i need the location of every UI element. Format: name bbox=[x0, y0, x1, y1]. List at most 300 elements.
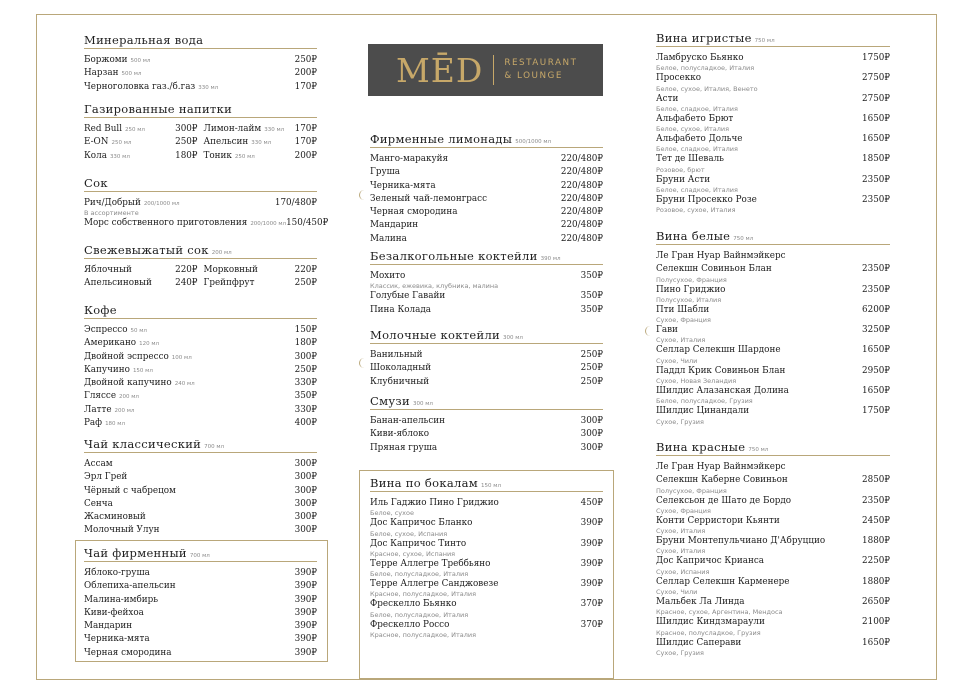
menu-item bbox=[656, 72, 890, 92]
menu-item-volume: 330 мл bbox=[251, 140, 272, 147]
menu-item-row bbox=[656, 365, 890, 378]
section-title bbox=[656, 31, 890, 47]
menu-item-name bbox=[656, 535, 828, 548]
menu-item bbox=[84, 337, 317, 350]
menu-item-title: Боржоми bbox=[84, 55, 128, 65]
menu-item-title: Селлар Селекшн Шардоне bbox=[656, 345, 781, 356]
menu-item-name bbox=[370, 538, 469, 551]
menu-item-title: Мандарин bbox=[84, 621, 133, 632]
menu-item-name bbox=[84, 524, 163, 537]
menu-item bbox=[84, 607, 317, 620]
menu-item-row bbox=[204, 123, 318, 136]
menu-item-price: 2950₽ bbox=[862, 365, 890, 376]
menu-item-title: Фрескелло Россо bbox=[370, 619, 450, 630]
menu-item bbox=[656, 637, 890, 657]
menu-item-price: 220₽ bbox=[175, 265, 198, 275]
menu-item-title: Тоник bbox=[203, 150, 232, 161]
menu-item-name bbox=[84, 277, 155, 290]
menu-item-name bbox=[370, 206, 460, 219]
menu-item-name bbox=[84, 458, 116, 471]
menu-item-title: Просекко bbox=[656, 73, 702, 84]
menu-item-name bbox=[370, 349, 426, 362]
menu-item-name bbox=[656, 324, 681, 337]
section-two-columns bbox=[84, 123, 317, 163]
menu-item-price: 390₽ bbox=[294, 607, 317, 618]
menu-item-title: Селексьон де Шато де Бордо bbox=[656, 495, 792, 506]
menu-item-description: Белое, сладкое, Италия bbox=[656, 186, 738, 195]
menu-item-title: E-ON bbox=[84, 137, 109, 148]
menu-item-price: 180₽ bbox=[294, 338, 317, 349]
menu-item-row bbox=[84, 390, 317, 403]
menu-item-price: 220/480₽ bbox=[560, 220, 603, 231]
menu-item-name bbox=[84, 633, 153, 646]
menu-item-price: 3250₽ bbox=[862, 325, 890, 336]
menu-item-row bbox=[656, 194, 890, 207]
menu-item-row bbox=[370, 206, 603, 219]
menu-section bbox=[84, 33, 317, 94]
menu-item-volume: 150 мл bbox=[132, 367, 153, 374]
menu-item-row bbox=[656, 461, 890, 474]
menu-item-description: Сухое, Грузия bbox=[656, 648, 704, 657]
menu-item-description: Белое, сухое, Италия bbox=[656, 125, 730, 134]
menu-item-title: Американо bbox=[84, 338, 137, 349]
menu-item-row bbox=[656, 324, 890, 337]
menu-item bbox=[84, 390, 317, 403]
menu-item bbox=[656, 304, 890, 324]
menu-item bbox=[656, 153, 890, 173]
menu-item bbox=[84, 620, 317, 633]
menu-item-row bbox=[370, 290, 603, 303]
menu-item-price: 300₽ bbox=[294, 485, 317, 496]
menu-item-row bbox=[370, 193, 603, 206]
menu-item-title: Дос Капричос Крианса bbox=[656, 556, 764, 567]
section-title-text: Свежевыжатый сок bbox=[84, 243, 209, 257]
menu-item-price: 220/480₽ bbox=[560, 180, 603, 191]
menu-item-title: Пряная груша bbox=[370, 442, 438, 453]
menu-item-name bbox=[656, 344, 784, 357]
menu-item-row bbox=[84, 404, 317, 417]
menu-item-name bbox=[370, 270, 408, 283]
menu-item-title: Фрескелло Бьянко bbox=[370, 599, 457, 610]
menu-item-description: Белое, сладкое, Италия bbox=[656, 104, 738, 113]
moon-ornament-icon bbox=[645, 326, 655, 336]
menu-item-row bbox=[370, 376, 603, 389]
menu-item-title: Паддл Крик Совиньон Блан bbox=[656, 365, 786, 376]
menu-item-title: Кола bbox=[84, 150, 107, 161]
menu-item bbox=[84, 67, 317, 80]
menu-item-row bbox=[656, 344, 890, 357]
menu-item-name bbox=[370, 578, 501, 591]
menu-item-description: Сухое, Испания bbox=[656, 567, 710, 576]
menu-item-volume: 200 мл bbox=[114, 407, 135, 414]
menu-item-description: Сухое, Чили bbox=[656, 356, 698, 365]
menu-item-name bbox=[84, 264, 135, 277]
menu-item-row bbox=[370, 442, 603, 455]
menu-item-price: 1650₽ bbox=[862, 637, 890, 648]
menu-item-name bbox=[84, 607, 147, 620]
menu-item-row bbox=[656, 495, 890, 508]
menu-item-title: Шилдис Киндзмараули bbox=[656, 617, 765, 628]
menu-item-title: Рич/Добрый bbox=[84, 198, 141, 208]
menu-item-price: 1650₽ bbox=[862, 386, 890, 397]
menu-item-title: Асти bbox=[656, 93, 679, 104]
menu-item-row bbox=[370, 233, 603, 246]
menu-item-description: В ассортименте bbox=[84, 209, 139, 218]
menu-item-row bbox=[656, 385, 890, 398]
menu-item-volume: 250 мл bbox=[234, 153, 255, 160]
menu-item-title: Морс собственного приготовления bbox=[84, 218, 248, 229]
menu-item bbox=[370, 598, 603, 618]
menu-item-row bbox=[84, 364, 317, 377]
menu-item-row bbox=[84, 217, 329, 230]
menu-item-title: Ванильный bbox=[370, 350, 423, 360]
section-title-text: Смузи bbox=[370, 394, 410, 408]
menu-item-volume: 250 мл bbox=[111, 140, 132, 147]
section-title-text: Вина игристые bbox=[656, 31, 752, 45]
section-volume: 300 мл bbox=[412, 401, 433, 407]
menu-item bbox=[370, 558, 603, 578]
menu-item-description: Полусухое, Италия bbox=[656, 295, 722, 304]
menu-item-description: Белое, сухое bbox=[370, 509, 414, 518]
menu-item-title: Red Bull bbox=[84, 124, 123, 134]
menu-item-volume: 180 мл bbox=[105, 421, 125, 428]
section-title bbox=[370, 328, 603, 344]
menu-item-price: 1880₽ bbox=[862, 536, 890, 547]
menu-item-row bbox=[370, 362, 603, 375]
menu-item-price: 1880₽ bbox=[862, 576, 890, 587]
section-title-text: Молочные коктейли bbox=[370, 328, 501, 342]
menu-item-price: 170₽ bbox=[294, 137, 317, 148]
menu-item-row bbox=[84, 123, 198, 136]
menu-item bbox=[656, 596, 890, 616]
menu-item-title: Селлар Селекшн Карменере bbox=[656, 576, 790, 587]
menu-item-price: 300₽ bbox=[294, 472, 317, 483]
menu-item-title: Сенча bbox=[84, 498, 113, 509]
menu-item-row bbox=[84, 277, 198, 290]
menu-item-row bbox=[84, 594, 317, 607]
menu-item-volume: 500 мл bbox=[130, 58, 151, 64]
menu-item-description: Сухое, Италия bbox=[656, 527, 706, 536]
menu-item-volume: 50 мл bbox=[130, 328, 147, 334]
menu-item-title: Шилдис Саперави bbox=[656, 637, 742, 648]
section-title bbox=[656, 229, 890, 245]
menu-item-row bbox=[84, 81, 317, 94]
menu-item-price: 350₽ bbox=[294, 391, 317, 402]
menu-item-name bbox=[84, 81, 218, 94]
section-title bbox=[370, 249, 603, 265]
menu-item-description: Белое, полусладкое, Грузия bbox=[656, 397, 753, 406]
menu-item-name bbox=[656, 153, 727, 166]
section-left-list bbox=[84, 264, 198, 291]
menu-item-name bbox=[84, 620, 135, 633]
menu-item-price: 240₽ bbox=[175, 278, 198, 289]
menu-item-price: 1650₽ bbox=[862, 113, 890, 124]
menu-item-title: Дос Капричос Тинто bbox=[370, 538, 467, 549]
menu-item-title: Двойной эспрессо bbox=[84, 351, 169, 362]
section-volume: 750 мл bbox=[754, 38, 775, 44]
menu-item-title: Молочный Улун bbox=[84, 525, 160, 536]
section-left-list bbox=[84, 123, 198, 163]
menu-item-row bbox=[84, 351, 317, 364]
menu-item bbox=[370, 578, 603, 598]
menu-item-title: Лимон-лайм bbox=[203, 124, 262, 134]
menu-item-name bbox=[370, 619, 452, 632]
menu-item bbox=[370, 290, 603, 303]
menu-item bbox=[656, 52, 890, 72]
menu-item-title: Голубые Гавайи bbox=[370, 291, 446, 302]
menu-item-price: 220/480₽ bbox=[560, 193, 603, 204]
menu-item-name bbox=[656, 637, 744, 650]
menu-item-row bbox=[656, 637, 890, 650]
menu-item-row bbox=[84, 607, 317, 620]
menu-item-volume: 330 мл bbox=[264, 127, 285, 133]
menu-item-name bbox=[84, 67, 141, 80]
menu-item bbox=[656, 385, 890, 405]
menu-item-name bbox=[656, 405, 752, 418]
menu-item-title: Морковный bbox=[203, 265, 258, 275]
menu-item bbox=[84, 524, 317, 537]
section-title bbox=[370, 132, 603, 148]
menu-item-name bbox=[84, 647, 174, 660]
section-right-list bbox=[204, 123, 318, 163]
menu-item-description: Сухое, Грузия bbox=[656, 417, 704, 426]
menu-item-volume: 250 мл bbox=[125, 127, 145, 133]
section-title-text: Кофе bbox=[84, 303, 117, 317]
menu-item bbox=[84, 150, 198, 163]
menu-item-name bbox=[84, 580, 179, 593]
menu-item-title: Конти Серристори Кьянти bbox=[656, 515, 780, 526]
menu-item bbox=[370, 219, 603, 232]
menu-item-description: Полусухое, Франция bbox=[656, 275, 727, 284]
menu-item bbox=[656, 194, 890, 214]
menu-item-price: 390₽ bbox=[294, 581, 317, 592]
menu-item bbox=[84, 351, 317, 364]
menu-item-price: 250₽ bbox=[580, 363, 603, 374]
section-volume: 200 мл bbox=[211, 250, 232, 256]
menu-item-row bbox=[656, 174, 890, 187]
section-title bbox=[84, 102, 317, 118]
menu-item-title: Шилдис Алазанская Долина bbox=[656, 386, 789, 397]
menu-item bbox=[84, 54, 317, 67]
menu-item-price: 1750₽ bbox=[862, 53, 890, 63]
menu-item-title: Нарзан bbox=[84, 68, 119, 79]
menu-item-name bbox=[84, 471, 130, 484]
section-title-text: Вина красные bbox=[656, 440, 746, 454]
menu-item-name bbox=[370, 219, 421, 232]
menu-item-title: Селекшн Совиньон Блан bbox=[656, 264, 772, 275]
menu-item-price: 2100₽ bbox=[862, 617, 890, 628]
menu-item-row bbox=[656, 153, 890, 166]
section-title bbox=[656, 440, 890, 456]
menu-item bbox=[204, 136, 318, 149]
menu-item-title: Мандарин bbox=[370, 220, 419, 231]
moon-ornament-icon bbox=[359, 190, 369, 200]
menu-item bbox=[656, 174, 890, 194]
menu-item-title: Ламбруско Бьянко bbox=[656, 53, 744, 63]
menu-item-row bbox=[370, 304, 603, 317]
menu-section bbox=[84, 437, 317, 538]
menu-item-price: 370₽ bbox=[580, 599, 603, 610]
menu-section bbox=[656, 440, 890, 657]
menu-item-title: Иль Гаджио Пино Гриджио bbox=[370, 498, 499, 508]
menu-item-name bbox=[370, 362, 434, 375]
menu-item bbox=[84, 633, 317, 646]
menu-item-name bbox=[370, 153, 451, 166]
menu-item bbox=[656, 250, 890, 263]
menu-item-name bbox=[656, 93, 681, 106]
menu-item-price: 220/480₽ bbox=[560, 233, 603, 244]
menu-item bbox=[84, 324, 317, 337]
menu-item-title: Яблоко-груша bbox=[84, 568, 150, 578]
menu-section bbox=[370, 394, 603, 455]
menu-item-price: 390₽ bbox=[294, 621, 317, 632]
menu-item-price: 300₽ bbox=[294, 351, 317, 362]
menu-item bbox=[84, 485, 317, 498]
menu-section bbox=[370, 249, 603, 317]
menu-item-title: Яблочный bbox=[84, 265, 132, 275]
menu-item bbox=[204, 264, 318, 277]
menu-item-title: Малина-имбирь bbox=[84, 594, 159, 605]
menu-item bbox=[370, 497, 603, 517]
menu-item-name bbox=[84, 498, 116, 511]
menu-item-row bbox=[370, 219, 603, 232]
menu-item-row bbox=[84, 324, 317, 337]
menu-item-description: Сухое, Италия bbox=[656, 547, 706, 556]
menu-item-price: 250₽ bbox=[294, 364, 317, 375]
menu-item-title: Жасминовый bbox=[84, 512, 146, 523]
menu-item-title: Терре Аллегре Треббьяно bbox=[370, 558, 491, 569]
menu-item bbox=[370, 538, 603, 558]
menu-item-name bbox=[84, 417, 125, 430]
menu-item-description: Красное, сухое, Аргентина, Мендоса bbox=[656, 608, 783, 617]
menu-item-price: 1650₽ bbox=[862, 134, 890, 145]
menu-item-price: 330₽ bbox=[294, 378, 317, 389]
menu-item bbox=[370, 233, 603, 246]
section-items bbox=[370, 415, 603, 455]
logo-line-2: & LOUNGE bbox=[504, 71, 563, 81]
menu-item-title: Латте bbox=[84, 404, 112, 415]
menu-item-name bbox=[656, 474, 791, 487]
menu-item-price: 390₽ bbox=[294, 568, 317, 578]
menu-item-row bbox=[656, 596, 890, 609]
menu-item-row bbox=[656, 52, 890, 65]
menu-item-name bbox=[84, 197, 180, 210]
menu-item-description: Красное, сухое, Испания bbox=[370, 549, 456, 558]
section-items bbox=[370, 497, 603, 639]
menu-item bbox=[84, 217, 329, 230]
menu-item-row bbox=[84, 337, 317, 350]
logo-line-1: RESTAURANT bbox=[504, 58, 578, 68]
menu-item-price: 2250₽ bbox=[862, 556, 890, 567]
menu-item bbox=[370, 362, 603, 375]
logo-subtitle bbox=[504, 57, 577, 83]
menu-item-price: 450₽ bbox=[580, 498, 603, 508]
menu-item-row bbox=[656, 93, 890, 106]
menu-item-description: Белое, полусладкое, Италия bbox=[370, 570, 469, 579]
menu-item bbox=[656, 576, 890, 596]
menu-item-name bbox=[370, 598, 460, 611]
menu-item-price: 300₽ bbox=[294, 525, 317, 536]
menu-item-price: 250₽ bbox=[580, 376, 603, 387]
menu-item-name bbox=[370, 517, 475, 530]
menu-item-title: Апельсиновый bbox=[84, 278, 152, 289]
menu-item bbox=[656, 365, 890, 385]
menu-item-row bbox=[370, 517, 603, 530]
menu-item-row bbox=[84, 67, 317, 80]
menu-item-description: Розовое, брют bbox=[656, 165, 705, 174]
menu-item-description: Сухое, Новая Зеландия bbox=[656, 377, 737, 386]
menu-item-title: Киви-яблоко bbox=[370, 429, 429, 440]
menu-item-row bbox=[84, 511, 317, 524]
menu-item-name bbox=[204, 136, 272, 149]
menu-item-name bbox=[204, 264, 261, 277]
menu-section bbox=[84, 243, 317, 291]
section-title-text: Чай фирменный bbox=[84, 546, 187, 560]
menu-item-name bbox=[656, 461, 789, 474]
section-volume: 700 мл bbox=[189, 553, 210, 559]
menu-item-price: 250₽ bbox=[580, 350, 603, 360]
menu-item bbox=[656, 474, 890, 494]
menu-item-name bbox=[84, 390, 139, 403]
menu-item-name bbox=[84, 123, 145, 136]
menu-item-title: Альфабето Дольче bbox=[656, 134, 743, 145]
menu-item bbox=[656, 344, 890, 364]
menu-item-name bbox=[370, 304, 434, 317]
section-volume: 500/1000 мл bbox=[515, 139, 552, 145]
section-volume: 300 мл bbox=[503, 335, 523, 341]
menu-item-name bbox=[370, 442, 440, 455]
menu-item-price: 220/480₽ bbox=[560, 207, 603, 218]
menu-item-name bbox=[656, 385, 792, 398]
menu-item-price: 180₽ bbox=[175, 150, 198, 161]
menu-item-title: Дос Капричос Бланко bbox=[370, 518, 473, 529]
menu-item-title: Зеленый чай-лемонграсс bbox=[370, 193, 488, 204]
menu-item-title: Грейпфрут bbox=[203, 278, 255, 289]
menu-item-description: Красное, полусладкое, Грузия bbox=[656, 628, 761, 637]
menu-item-name bbox=[656, 616, 768, 629]
section-two-columns bbox=[84, 264, 317, 291]
menu-item bbox=[656, 535, 890, 555]
menu-item-name bbox=[204, 150, 255, 163]
menu-item-name bbox=[656, 250, 789, 263]
menu-item-title: Черноголовка газ./б.газ bbox=[84, 81, 196, 92]
menu-section bbox=[656, 229, 890, 426]
menu-item-price: 2750₽ bbox=[862, 93, 890, 104]
menu-item bbox=[370, 166, 603, 179]
menu-item bbox=[656, 284, 890, 304]
menu-item-row bbox=[370, 497, 603, 510]
menu-item-row bbox=[84, 197, 317, 210]
menu-item-row bbox=[84, 524, 317, 537]
menu-item bbox=[84, 647, 317, 660]
menu-item bbox=[84, 498, 317, 511]
menu-item-row bbox=[204, 150, 318, 163]
menu-item-volume: 120 мл bbox=[139, 341, 160, 348]
menu-item-title: Шоколадный bbox=[370, 363, 432, 374]
menu-item-row bbox=[656, 405, 890, 418]
menu-item-row bbox=[656, 284, 890, 297]
menu-item-price: 400₽ bbox=[294, 418, 317, 429]
menu-item-row bbox=[370, 619, 603, 632]
section-title bbox=[370, 476, 603, 492]
menu-item bbox=[370, 428, 603, 441]
menu-item bbox=[370, 349, 603, 362]
menu-item-description: Белое, сухое, Италия, Венето bbox=[656, 84, 758, 93]
menu-item-title: Черная смородина bbox=[370, 207, 458, 218]
menu-item-title: Черника-мята bbox=[370, 180, 436, 191]
menu-item-title: Бруни Монтепульчиано Д'Абруццио bbox=[656, 536, 826, 547]
menu-item-name bbox=[370, 166, 403, 179]
